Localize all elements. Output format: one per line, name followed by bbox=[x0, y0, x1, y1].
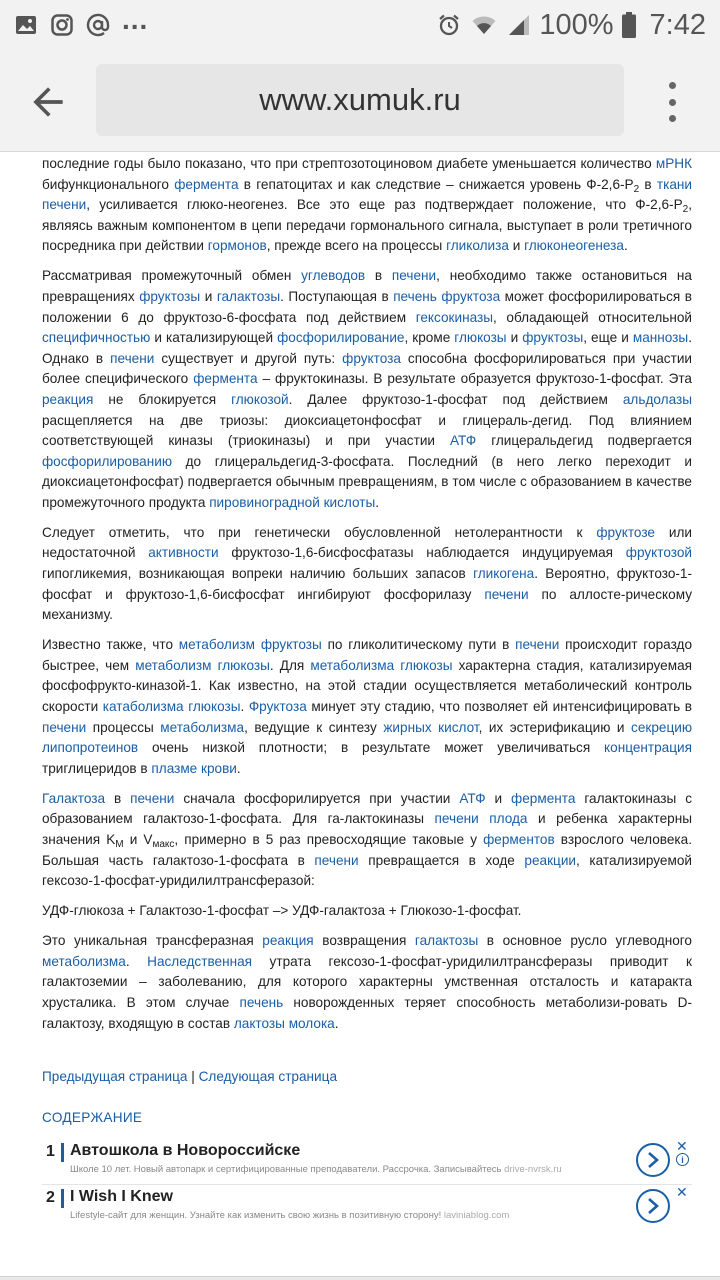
ad-info-icon[interactable]: i bbox=[676, 1153, 689, 1166]
article-paragraph bbox=[42, 523, 692, 626]
term-link[interactable]: фруктозе bbox=[596, 524, 655, 540]
page-navigation bbox=[42, 1067, 337, 1087]
paragraph-text: . bbox=[334, 1015, 339, 1031]
term-link[interactable]: липопротеинов bbox=[42, 740, 139, 756]
term-link[interactable]: лактозы bbox=[233, 1015, 285, 1031]
paragraph-text: . Вероятно, фруктозо-1-фосфат и фруктозо-1,6-бисфосфат ингибируют фосфорилазу bbox=[42, 566, 692, 602]
term-link[interactable]: фруктозы bbox=[260, 637, 322, 653]
bottom-edge bbox=[0, 1276, 720, 1280]
paragraph-text: галактокиназы с образованием галактозо-1-фосфата. Для га-лактокиназы bbox=[42, 790, 692, 827]
term-link[interactable]: печени bbox=[515, 637, 560, 653]
term-link[interactable]: альдолазы bbox=[622, 391, 692, 407]
term-link[interactable]: ферментов bbox=[483, 831, 555, 847]
paragraph-text: и bbox=[508, 238, 525, 254]
ad-domain: laviniablog.com bbox=[443, 1210, 510, 1221]
paragraph-text: . Далее фруктозо-1-фосфат под действием bbox=[288, 391, 623, 407]
ad-divider bbox=[61, 1143, 64, 1162]
paragraph-text: Следует отметить, что при генетически обусловленной нетолерантности к bbox=[42, 524, 597, 540]
term-link[interactable]: реакция bbox=[262, 933, 314, 949]
term-link[interactable]: печени bbox=[391, 268, 437, 284]
paragraph-text: . bbox=[375, 494, 380, 510]
paragraph-text: или недостаточной bbox=[42, 524, 692, 561]
term-link[interactable]: гликолиза bbox=[446, 238, 509, 254]
term-link[interactable]: глюкозы bbox=[454, 330, 507, 346]
paragraph-text: сначала фосфорилируется при участии bbox=[174, 790, 460, 806]
term-link[interactable]: галактозы bbox=[216, 288, 281, 304]
term-link[interactable]: печени bbox=[110, 350, 155, 366]
paragraph-text: бифункционального bbox=[42, 176, 175, 192]
ad-item[interactable] bbox=[42, 1184, 692, 1230]
paragraph-text: фруктозо-1,6-бисфосфатазы наблюдается индуцируемая bbox=[218, 545, 626, 561]
paragraph-text: триглицеридов в bbox=[42, 760, 152, 776]
term-link[interactable]: гликогена bbox=[473, 566, 535, 582]
term-link[interactable]: реакция bbox=[42, 391, 94, 407]
paragraph-text: Известно также, что bbox=[42, 637, 179, 653]
term-link[interactable]: фермента bbox=[511, 790, 576, 806]
term-link[interactable]: глюконеогенеза bbox=[524, 238, 624, 254]
term-link[interactable]: глюкозы bbox=[217, 657, 270, 673]
term-link[interactable]: пировиноградной кислоты bbox=[209, 494, 376, 510]
term-link[interactable]: метаболизма bbox=[42, 953, 126, 969]
term-link[interactable]: гормонов bbox=[207, 238, 267, 254]
paragraph-text: способна фосфорилироваться при участии более специфического bbox=[42, 350, 692, 387]
paragraph-text: в гепатоцитах и как следствие – снижается уровень Ф-2,6-P bbox=[238, 176, 634, 192]
paragraph-text: характерна стадия, катализируемая фосфофрукто-киназой-1. Как известно, на этой стадии осуществляется метаболический контроль скорости bbox=[42, 657, 692, 715]
paragraph-text: – фруктокиназы. В результате образуется фруктозо-1-фосфат. Эта bbox=[257, 371, 692, 387]
ad-domain: drive-nvrsk.ru bbox=[504, 1164, 562, 1175]
paragraph-text: в bbox=[365, 268, 392, 284]
term-link[interactable]: печень bbox=[239, 994, 284, 1010]
paragraph-text: Это уникальная трансферазная bbox=[42, 933, 263, 949]
paragraph-text: гипогликемия, возникающая вопреки наличию больших запасов bbox=[42, 566, 474, 582]
paragraph-text: и bbox=[506, 330, 523, 346]
paragraph-text: , необходимо также остановиться на превращениях bbox=[42, 268, 692, 304]
paragraph-text: превращается в ходе bbox=[358, 852, 525, 868]
term-link[interactable]: метаболизм bbox=[178, 637, 256, 653]
term-link[interactable]: концентрация bbox=[604, 740, 692, 756]
paragraph-text: , еще и bbox=[583, 330, 633, 346]
paragraph-text: Рассматривая промежуточный обмен bbox=[42, 268, 302, 284]
paragraph-text: УДФ-глюкоза + Галактозо-1-фосфат –> УДФ-галактоза + Глюкозо-1-фосфат. bbox=[42, 903, 522, 919]
term-link[interactable]: печени bbox=[434, 811, 479, 827]
term-link[interactable]: Галактоза bbox=[42, 790, 106, 806]
clock: 7:42 bbox=[649, 8, 706, 41]
more-notifications-text: ... bbox=[122, 4, 149, 35]
term-link[interactable]: фермента bbox=[193, 371, 258, 387]
paragraph-text: возвращения bbox=[313, 933, 415, 949]
term-link[interactable]: фруктозы bbox=[522, 330, 584, 346]
term-link[interactable]: метаболизма bbox=[310, 657, 395, 673]
paragraph-text: . bbox=[623, 238, 628, 254]
instagram-icon bbox=[50, 13, 74, 37]
wifi-icon bbox=[469, 13, 499, 37]
article-paragraph bbox=[42, 931, 692, 1034]
back-arrow-icon[interactable] bbox=[26, 80, 70, 124]
paragraph-text: в основное русло углеводного bbox=[478, 933, 692, 949]
paragraph-text: и bbox=[485, 790, 512, 806]
term-link[interactable]: ткани печени bbox=[42, 176, 692, 213]
term-link[interactable]: АТФ bbox=[459, 790, 486, 806]
term-link[interactable]: АТФ bbox=[450, 433, 477, 449]
paragraph-text: по гликолитическому пути в bbox=[321, 637, 516, 653]
term-link[interactable]: фруктозы bbox=[139, 288, 201, 304]
paragraph-text: и ребенка характерны значения K bbox=[42, 811, 692, 847]
alarm-icon bbox=[437, 13, 461, 37]
paragraph-text: , примерно в 5 раз превосходящие таковые у bbox=[174, 831, 484, 847]
paragraph-text: . Для bbox=[269, 657, 311, 673]
signal-icon bbox=[507, 13, 531, 37]
paragraph-text: . bbox=[236, 760, 241, 776]
term-link[interactable]: фермента bbox=[174, 176, 239, 192]
status-bar bbox=[0, 0, 720, 50]
paragraph-text: расщепляется на две триозы: диоксиацетонфосфат и глицераль-дегид. Под влиянием соответствующей киназы (триокиназы) и при участии bbox=[42, 412, 692, 449]
term-link[interactable]: углеводов bbox=[301, 268, 366, 284]
paragraph-text: , их эстерификацию и bbox=[478, 719, 632, 735]
term-link[interactable]: глюкозы bbox=[188, 699, 241, 715]
paragraph-text: последние годы было показано, что при стрептозотоциновом диабете уменьшается количество bbox=[42, 156, 656, 171]
paragraph-text: и bbox=[200, 288, 217, 304]
ad-number: 2 bbox=[46, 1189, 55, 1206]
previous-page-link[interactable]: Предыдущая страница bbox=[42, 1069, 188, 1084]
article-paragraph bbox=[42, 635, 692, 779]
paragraph-text: . Поступающая в bbox=[280, 288, 394, 304]
article-paragraph bbox=[42, 154, 692, 257]
paragraph-text: по аллосте-рическому механизму. bbox=[42, 586, 692, 623]
ad-description-text: Школе 10 лет. Новый автопарк и сертифицированные преподаватели. Рассрочка. Записывайтесь bbox=[70, 1164, 502, 1175]
paragraph-text: в bbox=[105, 790, 131, 806]
term-link[interactable]: реакции bbox=[524, 852, 577, 868]
article-paragraph bbox=[42, 901, 692, 922]
paragraph-text: очень низкой плотности; в результате может увеличиваться bbox=[138, 740, 605, 756]
ad-title[interactable]: Автошкола в Новороссийске bbox=[70, 1142, 301, 1159]
term-link[interactable]: маннозы bbox=[632, 330, 689, 346]
term-link[interactable]: секрецию bbox=[631, 719, 692, 735]
system-icons bbox=[437, 9, 706, 42]
term-link[interactable]: жирных кислот bbox=[383, 719, 479, 735]
term-link[interactable]: фосфорилирование bbox=[277, 330, 405, 346]
paragraph-text: , ведущие к синтезу bbox=[244, 719, 384, 735]
paragraph-text: , обладающей относительной bbox=[493, 309, 692, 325]
paragraph-text: новорожденных теряет способность метаболизи-ровать D-галактозу, входящую в состав bbox=[42, 994, 692, 1031]
term-link[interactable]: печени bbox=[130, 790, 175, 806]
term-link[interactable]: фруктоза bbox=[441, 288, 501, 304]
paragraph-text bbox=[479, 811, 490, 826]
paragraph-text: , прежде всего на процессы bbox=[266, 238, 447, 254]
paragraph-text: до глицеральдегид-3-фосфата. Последний (в него легко переходит и диоксиацетонфосфат) подвергается обычным превращениям, в том числе с образованием в качестве промежуточного продукта bbox=[42, 453, 692, 510]
term-link[interactable]: активности bbox=[148, 545, 219, 561]
term-link[interactable]: плода bbox=[489, 811, 528, 827]
subscript-text: M bbox=[115, 838, 124, 850]
term-link[interactable]: Наследственная bbox=[147, 953, 253, 969]
term-link[interactable]: фруктозой bbox=[625, 545, 692, 561]
ad-description-text: Lifestyle-сайт для женщин. Узнайте как изменить свою жизнь в позитивную сторону! bbox=[70, 1210, 442, 1221]
ad-open-button[interactable] bbox=[636, 1189, 670, 1223]
term-link[interactable]: гексокиназы bbox=[415, 309, 493, 325]
image-icon bbox=[14, 13, 38, 37]
ad-description bbox=[70, 1164, 562, 1175]
subscript-text: макс bbox=[152, 838, 175, 850]
term-link[interactable]: катаболизма bbox=[102, 699, 184, 715]
ad-close-icon[interactable]: ✕ bbox=[676, 1184, 688, 1200]
subscript-text: 2 bbox=[633, 183, 640, 195]
term-link[interactable]: фосфорилированию bbox=[42, 453, 173, 469]
paragraph-text: происходит гораздо быстрее, чем bbox=[42, 637, 692, 673]
term-link[interactable]: метаболизм bbox=[135, 657, 212, 673]
ad-description bbox=[70, 1210, 509, 1221]
term-link[interactable]: печени bbox=[42, 719, 87, 735]
paragraph-text: , кроме bbox=[404, 330, 455, 346]
url-bar[interactable] bbox=[96, 64, 624, 136]
ad-title[interactable]: I Wish I Knew bbox=[70, 1188, 173, 1205]
paragraph-text: может фосфорилироваться в положении 6 до фруктозо-6-фосфата под действием bbox=[42, 288, 692, 325]
paragraph-text: , катализируемой гексозо-1-фосфат-уридилилтрансферазой: bbox=[42, 852, 692, 889]
paragraph-text: не блокируется bbox=[93, 391, 232, 407]
article-paragraph bbox=[42, 266, 692, 513]
ad-divider bbox=[61, 1189, 64, 1208]
paragraph-text: глицеральдегид подвергается bbox=[476, 433, 692, 449]
term-link[interactable]: печень bbox=[393, 288, 437, 304]
term-link[interactable]: глюкозой bbox=[231, 391, 289, 407]
term-link[interactable]: печени bbox=[484, 586, 529, 602]
paragraph-text: взрослого человека. Большая часть галактозо-1-фосфата в bbox=[42, 831, 692, 868]
term-link[interactable]: метаболизма bbox=[160, 719, 245, 735]
term-link[interactable]: Фруктоза bbox=[248, 699, 307, 715]
paragraph-text: . bbox=[240, 699, 249, 715]
ad-number: 1 bbox=[46, 1143, 55, 1160]
paragraph-text: и катализирующей bbox=[150, 330, 278, 346]
ad-close-icon[interactable]: ✕ bbox=[676, 1138, 688, 1154]
contents-link[interactable]: СОДЕРЖАНИЕ bbox=[42, 1110, 143, 1125]
next-page-link[interactable]: Следующая страница bbox=[198, 1069, 338, 1084]
subscript-text: 2 bbox=[682, 204, 689, 216]
nav-separator: | bbox=[187, 1069, 199, 1084]
paragraph-text: . bbox=[125, 953, 148, 969]
term-link[interactable]: глюкозы bbox=[400, 657, 453, 673]
term-link[interactable]: мРНК bbox=[655, 156, 692, 171]
url-text: www.xumuk.ru bbox=[259, 82, 461, 117]
term-link[interactable]: молока bbox=[288, 1015, 335, 1031]
notification-icons bbox=[14, 4, 149, 37]
at-icon bbox=[86, 13, 110, 37]
chevron-right-icon bbox=[646, 1197, 660, 1215]
term-link[interactable]: печени bbox=[314, 852, 359, 868]
article-paragraph bbox=[42, 789, 692, 892]
ad-open-button[interactable] bbox=[636, 1143, 670, 1177]
paragraph-text: утрата гексозо-1-фосфат-уридилилтрансферазы приводит к галактоземии – заболеванию, для которого характерны умственная отсталость и катаракта хрусталика. В этом случае bbox=[42, 953, 692, 1010]
ad-item[interactable] bbox=[42, 1139, 692, 1185]
chevron-right-icon bbox=[646, 1151, 660, 1169]
paragraph-text: минует эту стадию, что позволяет ей интенсифицировать в bbox=[306, 699, 692, 715]
term-link[interactable]: плазме крови bbox=[151, 760, 237, 776]
paragraph-text: . Однако в bbox=[42, 330, 692, 366]
paragraph-text: , усиливается глюко-неогенез. Все это еще раз подтверждает положение, что Ф-2,6-P bbox=[86, 197, 683, 213]
paragraph-text: , являясь важным компонентом в цепи передачи гормонального сигнала, выступает в роли третичного посредника при действии bbox=[42, 197, 692, 254]
term-link[interactable]: фруктоза bbox=[342, 350, 401, 366]
paragraph-text: и V bbox=[123, 831, 153, 847]
browser-toolbar bbox=[0, 50, 720, 152]
term-link[interactable]: специфичностью bbox=[42, 330, 151, 346]
paragraph-text: в bbox=[639, 176, 657, 192]
more-vert-icon[interactable] bbox=[660, 80, 684, 124]
paragraph-text: процессы bbox=[86, 719, 161, 735]
term-link[interactable]: галактозы bbox=[414, 933, 479, 949]
battery-percent: 100% bbox=[539, 8, 614, 41]
battery-icon bbox=[622, 12, 636, 38]
paragraph-text: существует и другой путь: bbox=[154, 350, 343, 366]
article-body bbox=[42, 150, 692, 1095]
